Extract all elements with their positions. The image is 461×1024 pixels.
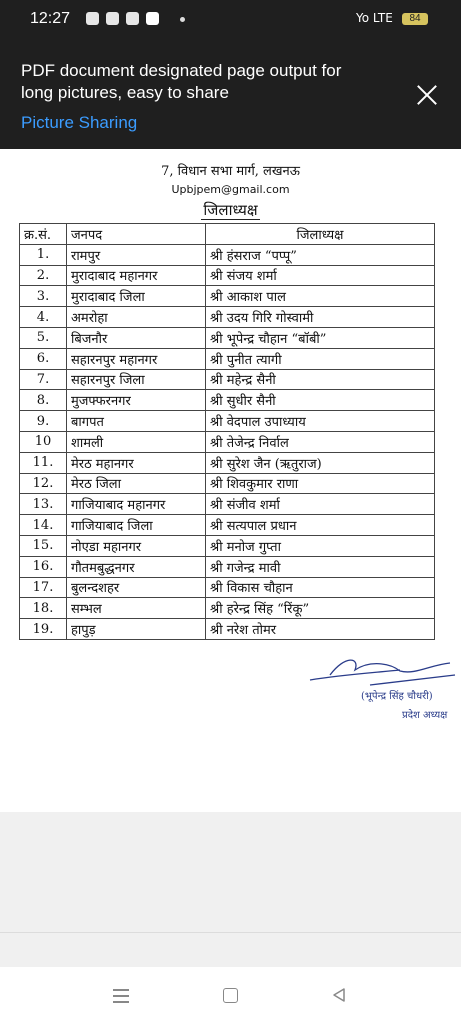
row-district: हापुड़ [67, 619, 206, 640]
table-row [20, 307, 435, 328]
table-row [20, 348, 435, 369]
table-row [20, 244, 435, 265]
status-bar [0, 0, 461, 36]
row-district: मुजफ्फरनगर [67, 390, 206, 411]
table-row [20, 452, 435, 473]
row-serial: 17. [20, 577, 67, 598]
district-president-table [19, 223, 435, 640]
table-row [20, 473, 435, 494]
row-serial: 18. [20, 598, 67, 619]
row-district: रामपुर [67, 244, 206, 265]
navigation-bar [0, 967, 461, 1024]
table-row [20, 327, 435, 348]
row-president: श्री उदय गिरि गोस्वामी [206, 307, 435, 328]
status-time: 12:27 [30, 10, 71, 27]
table-row [20, 619, 435, 640]
row-president: श्री संजीव शर्मा [206, 494, 435, 515]
table-row [20, 598, 435, 619]
row-district: सम्भल [67, 598, 206, 619]
column-header-district: जनपद [67, 224, 206, 245]
back-icon[interactable] [331, 987, 347, 1003]
row-district: मेरठ जिला [67, 473, 206, 494]
row-serial: 1. [20, 244, 67, 265]
table-row [20, 535, 435, 556]
row-serial: 5. [20, 327, 67, 348]
row-district: गाजियाबाद महानगर [67, 494, 206, 515]
row-president: श्री सुधीर सैनी [206, 390, 435, 411]
row-president: श्री गजेन्द्र मावी [206, 556, 435, 577]
row-district: सहारनपुर महानगर [67, 348, 206, 369]
row-president: श्री सत्यपाल प्रधान [206, 515, 435, 536]
table-row [20, 390, 435, 411]
row-serial: 6. [20, 348, 67, 369]
column-header-serial: क्र.सं. [20, 224, 67, 245]
heading-text: जिलाध्यक्ष [203, 201, 258, 219]
youtube-icon [146, 12, 159, 25]
document-heading [0, 200, 461, 220]
row-district: गौतमबुद्धनगर [67, 556, 206, 577]
home-icon[interactable] [223, 988, 238, 1003]
row-president: श्री आकाश पाल [206, 286, 435, 307]
row-district: शामली [67, 431, 206, 452]
row-serial: 4. [20, 307, 67, 328]
row-serial: 3. [20, 286, 67, 307]
whatsapp-icon [86, 12, 99, 25]
signal-icon: Yo LTE [356, 11, 393, 25]
table-row [20, 494, 435, 515]
row-president: श्री शिवकुमार राणा [206, 473, 435, 494]
row-president: श्री भूपेन्द्र चौहान “बॉबी” [206, 327, 435, 348]
row-serial: 2. [20, 265, 67, 286]
row-district: अमरोहा [67, 307, 206, 328]
row-serial: 10 [20, 431, 67, 452]
battery-icon: 84 [402, 13, 428, 25]
table-row [20, 369, 435, 390]
close-icon[interactable] [414, 82, 440, 108]
row-president: श्री विकास चौहान [206, 577, 435, 598]
document-email: Upbjpem@gmail.com [171, 183, 290, 196]
row-president: श्री हंसराज “पप्पू” [206, 244, 435, 265]
table-row [20, 556, 435, 577]
row-serial: 16. [20, 556, 67, 577]
row-president: श्री मनोज गुप्ता [206, 535, 435, 556]
row-president: श्री महेन्द्र सैनी [206, 369, 435, 390]
signatory-title: प्रदेश अध्यक्ष [402, 710, 448, 721]
more-notifications-icon [180, 17, 185, 22]
table-row [20, 286, 435, 307]
row-president: श्री हरेन्द्र सिंह “रिंकू” [206, 598, 435, 619]
row-serial: 11. [20, 452, 67, 473]
row-serial: 8. [20, 390, 67, 411]
row-president: श्री पुनीत त्यागी [206, 348, 435, 369]
row-district: मुरादाबाद महानगर [67, 265, 206, 286]
picture-sharing-link[interactable]: Picture Sharing [21, 113, 138, 132]
row-serial: 19. [20, 619, 67, 640]
row-president: श्री सुरेश जैन (ऋतुराज) [206, 452, 435, 473]
drive-icon [106, 12, 119, 25]
divider [0, 932, 461, 933]
row-president: श्री संजय शर्मा [206, 265, 435, 286]
document-address: 7, विधान सभा मार्ग, लखनऊ [161, 164, 300, 179]
page-footer-area [0, 812, 461, 967]
row-district: मेरठ महानगर [67, 452, 206, 473]
column-header-president: जिलाध्यक्ष [206, 224, 435, 245]
table-row [20, 515, 435, 536]
table-row [20, 265, 435, 286]
row-president: श्री तेजेन्द्र निर्वाल [206, 431, 435, 452]
row-serial: 7. [20, 369, 67, 390]
recent-apps-icon[interactable] [113, 989, 129, 1003]
app-icon [126, 12, 139, 25]
row-serial: 12. [20, 473, 67, 494]
row-district: सहारनपुर जिला [67, 369, 206, 390]
row-serial: 13. [20, 494, 67, 515]
table-row [20, 577, 435, 598]
row-district: गाजियाबाद जिला [67, 515, 206, 536]
row-serial: 15. [20, 535, 67, 556]
row-serial: 14. [20, 515, 67, 536]
row-serial: 9. [20, 411, 67, 432]
table-row [20, 431, 435, 452]
row-president: श्री नरेश तोमर [206, 619, 435, 640]
row-district: बुलन्दशहर [67, 577, 206, 598]
table-header-row [20, 224, 435, 245]
row-district: बिजनौर [67, 327, 206, 348]
share-banner [0, 0, 461, 149]
table-row [20, 411, 435, 432]
row-president: श्री वेदपाल उपाध्याय [206, 411, 435, 432]
signatory-name: (भूपेन्द्र सिंह चौधरी) [361, 691, 433, 702]
row-district: मुरादाबाद जिला [67, 286, 206, 307]
banner-title: PDF document designated page output for long pictures, easy to share [21, 61, 342, 102]
row-district: नोएडा महानगर [67, 535, 206, 556]
row-district: बागपत [67, 411, 206, 432]
